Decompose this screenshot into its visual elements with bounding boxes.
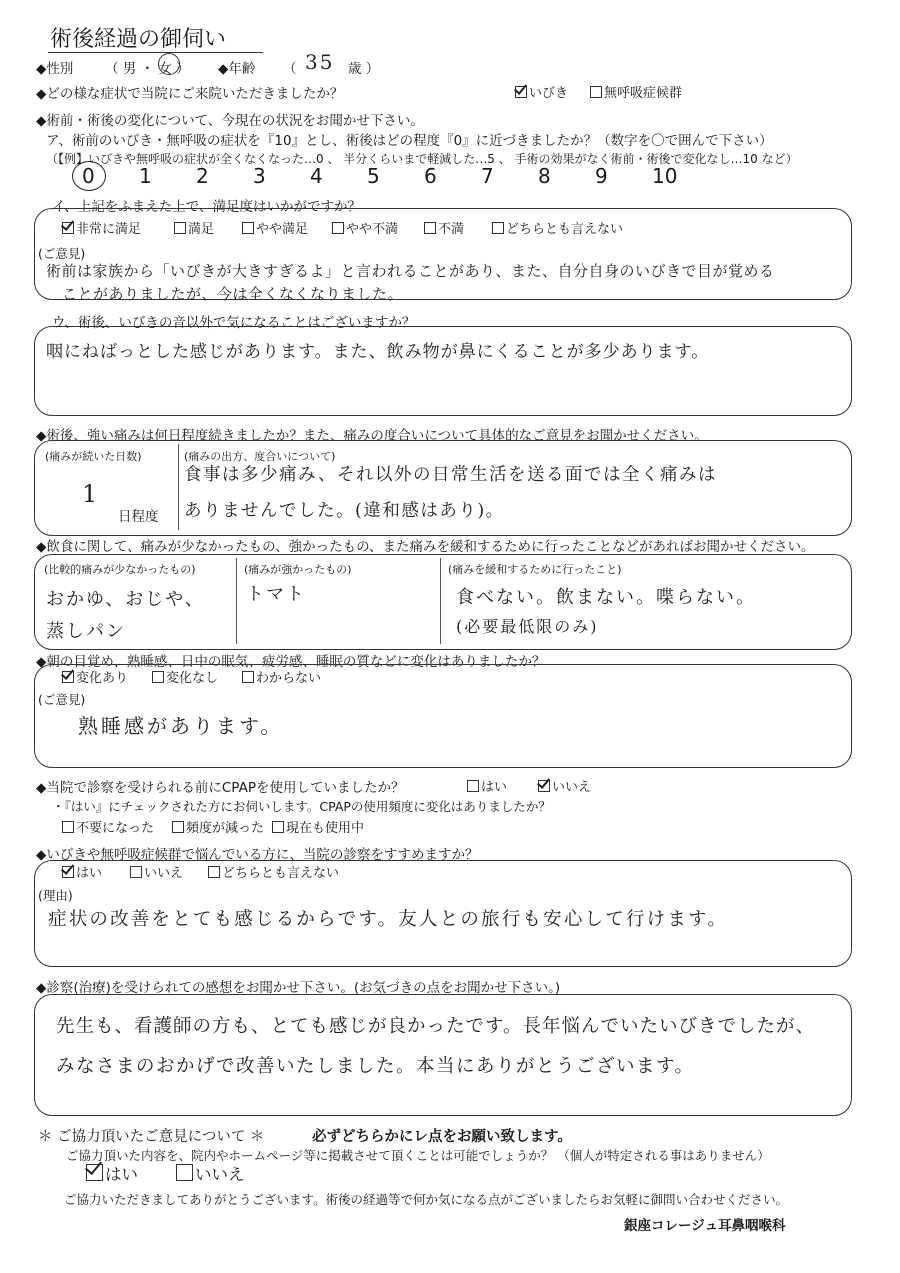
pain-divider [178,444,179,530]
scale-circle-mark [72,161,106,191]
scale-8[interactable]: 8 [538,164,551,188]
age-label: ◆年齢 [218,61,256,77]
food-col3-line2[interactable]: (必要最低限のみ) [456,617,599,636]
impression-question: ◆診察(治療)を受けられての感想をお聞かせ下さい。(お気づきの点をお聞かせ下さい。) [36,980,561,996]
checkbox-icon[interactable] [174,222,186,234]
title-underline [48,52,263,53]
food-col3-label: (痛みを緩和するために行ったこと) [448,563,622,576]
food-question: ◆飲食に関して、痛みが少なかったもの、強かったもの、また痛みを緩和するために行ったことなどがあればお聞かせください。 [36,539,815,555]
impression-line1[interactable]: 先生も、看護師の方も、とても感じが良かったです。長年悩んでいたいびきでしたが、 [56,1016,816,1037]
change-question: ◆術前・術後の変化について、今現在の状況をお聞かせ下さい。 [36,113,424,129]
other-answer[interactable]: 咽にねばっとした感じがあります。また、飲み物が鼻にくることが多少あります。 [46,342,710,362]
checkbox-icon[interactable] [590,86,602,98]
option-no-change[interactable]: 変化なし [152,667,218,686]
satisfaction-opinion-label: (ご意見) [38,246,86,261]
scale-0[interactable]: 0 [82,164,95,188]
symptom-option-apnea[interactable]: 無呼吸症候群 [590,82,682,101]
pain-days-unit: 日程度 [118,509,159,525]
checkbox-icon[interactable] [467,780,479,792]
food-col1-line2[interactable]: 蒸しパン [46,621,126,642]
option-dissatisfied[interactable]: 不満 [424,218,464,237]
checkbox-icon[interactable] [538,780,550,792]
other-question: ウ、術後、いびきの音以外で気になることはございますか？ [52,315,416,331]
scale-3[interactable]: 3 [253,164,266,188]
option-no[interactable]: いいえ [130,862,183,881]
food-col2-label: (痛みが強かったもの) [244,563,352,576]
checkbox-icon[interactable] [515,86,527,98]
scale-4[interactable]: 4 [310,164,323,188]
consent-heading-left: ＊ ご協力頂いたご意見について ＊ [38,1129,265,1145]
satisfaction-opinion-line1[interactable]: 術前は家族から「いびきが大きすぎるよ」と言われることがあり、また、自分自身のいびきで目が覚める [46,262,775,280]
checkbox-icon[interactable] [62,821,74,833]
age-unit: 歳 ） [348,61,380,77]
option-neither[interactable]: どちらとも言えない [208,862,339,881]
impression-line2[interactable]: みなさまのおかげで改善いたしました。本当にありがとうございます。 [56,1056,695,1077]
option-not-needed[interactable]: 不要になった [62,817,154,836]
change-example: （【例】いびきや無呼吸の症状が全くなくなった…0 、 半分くらいまで軽減した…5 、 手術の効果がなく術前・術後で変化なし…10 など） [46,152,798,166]
change-sub-a: ア、術前のいびき・無呼吸の症状を『10』とし、術後はどの程度『0』に近づきましたか？（数字を〇で囲んで下さい） [46,133,773,149]
sleep-opinion-label: (ご意見) [38,692,86,707]
scale-9[interactable]: 9 [595,164,608,188]
option-still-using[interactable]: 現在も使用中 [272,817,364,836]
checkbox-icon[interactable] [62,866,74,878]
option-somewhat-dissatisfied[interactable]: やや不満 [332,218,398,237]
pain-question: ◆術後、強い痛みは何日程度続きましたか？また、痛みの度合いについて具体的なご意見をお聞かせください。 [36,428,708,444]
food-divider-1 [236,558,237,644]
consent-thanks: ご協力いただきましてありがとうございます。術後の経過等で何か気になる点がございましたらお気軽に御問い合わせください。 [64,1192,789,1207]
checkbox-icon[interactable] [424,222,436,234]
food-col2-line1[interactable]: トマト [246,584,306,605]
recommend-question: ◆いびきや無呼吸症候群で悩んでいる方に、当院の診察をすすめますか？ [36,847,479,863]
consent-option-no[interactable]: いいえ [176,1161,245,1185]
consent-question: ご協力頂いた内容を、院内やホームページ等に掲載させて頂くことは可能でしょうか？ （個人が特定される事はありません） [66,1148,770,1163]
checkbox-icon[interactable] [130,866,142,878]
checkbox-icon[interactable] [62,222,74,234]
scale-10[interactable]: 10 [652,164,678,188]
cpap-sub-question: ・『はい』にチェックされた方にお伺いします。CPAPの使用頻度に変化はありましたか？ [52,799,551,814]
checkbox-icon[interactable] [172,821,184,833]
option-unknown[interactable]: わからない [242,667,321,686]
consent-option-yes[interactable]: はい [86,1161,138,1185]
checkbox-icon[interactable] [332,222,344,234]
option-reduced[interactable]: 頻度が減った [172,817,264,836]
gender-label: ◆性別 [36,61,74,77]
scale-1[interactable]: 1 [139,164,152,188]
consent-heading-right: 必ずどちらかにレ点をお願い致します。 [312,1129,572,1145]
option-very-satisfied[interactable]: 非常に満足 [62,218,141,237]
pain-detail-line2[interactable]: ありませんでした。(違和感はあり)。 [184,501,505,521]
cpap-option-no[interactable]: いいえ [538,776,591,795]
checkbox-icon[interactable] [176,1164,193,1181]
option-satisfied[interactable]: 満足 [174,218,214,237]
pain-detail-label: (痛みの出方、度合いについて) [184,450,336,463]
symptom-option-snoring[interactable]: いびき [515,82,568,101]
sleep-question: ◆朝の目覚め、熟睡感、日中の眠気、疲労感、睡眠の質などに変化はありましたか？ [36,654,546,670]
symptom-question: ◆どの様な症状で当院にご来院いただきましたか？ [36,86,344,102]
checkbox-icon[interactable] [242,222,254,234]
satisfaction-question: イ、上記をふまえた上で、満足度はいかがですか？ [52,199,362,215]
option-changed[interactable]: 変化あり [62,667,128,686]
food-col1-line1[interactable]: おかゆ、おじや、 [46,589,205,610]
gender-circle-mark [158,53,180,75]
checkbox-icon[interactable] [272,821,284,833]
cpap-option-yes[interactable]: はい [467,776,507,795]
checkbox-icon[interactable] [492,222,504,234]
option-somewhat-satisfied[interactable]: やや満足 [242,218,308,237]
scale-5[interactable]: 5 [367,164,380,188]
option-yes[interactable]: はい [62,862,102,881]
checkbox-icon[interactable] [242,671,254,683]
food-col1-label: (比較的痛みが少なかったもの) [44,563,196,576]
scale-6[interactable]: 6 [424,164,437,188]
food-col3-line1[interactable]: 食べない。飲まない。喋らない。 [456,587,756,608]
gender-options[interactable]: （ 男 ・ 女 ） [105,61,190,77]
food-divider-2 [440,558,441,644]
checkbox-icon[interactable] [208,866,220,878]
page-title: 術後経過の御伺い [50,27,227,52]
checkbox-icon[interactable] [152,671,164,683]
scale-2[interactable]: 2 [196,164,209,188]
age-open: （ [283,61,297,77]
clinic-name: 銀座コレージュ耳鼻咽喉科 [624,1218,786,1234]
cpap-question: ◆当院で診察を受けられる前にCPAPを使用していましたか？ [36,780,405,796]
pain-days-value[interactable]: 1 [82,480,100,508]
satisfaction-opinion-line2[interactable]: ことがありましたが、今は全くなくなりました。 [62,285,404,303]
scale-7[interactable]: 7 [481,164,494,188]
age-value[interactable]: 35 [305,50,335,74]
checkbox-icon[interactable] [62,671,74,683]
pain-days-label: (痛みが続いた日数) [45,450,142,463]
sleep-answer[interactable]: 熟睡感があります。 [78,714,284,738]
option-neither[interactable]: どちらとも言えない [492,218,623,237]
pain-detail-line1[interactable]: 食事は多少痛み、それ以外の日常生活を送る面では全く痛みは [184,465,718,485]
recommend-reason-label: (理由) [38,888,73,903]
recommend-answer[interactable]: 症状の改善をとても感じるからです。友人との旅行も安心して行けます。 [48,909,728,930]
checkbox-icon[interactable] [86,1164,103,1181]
